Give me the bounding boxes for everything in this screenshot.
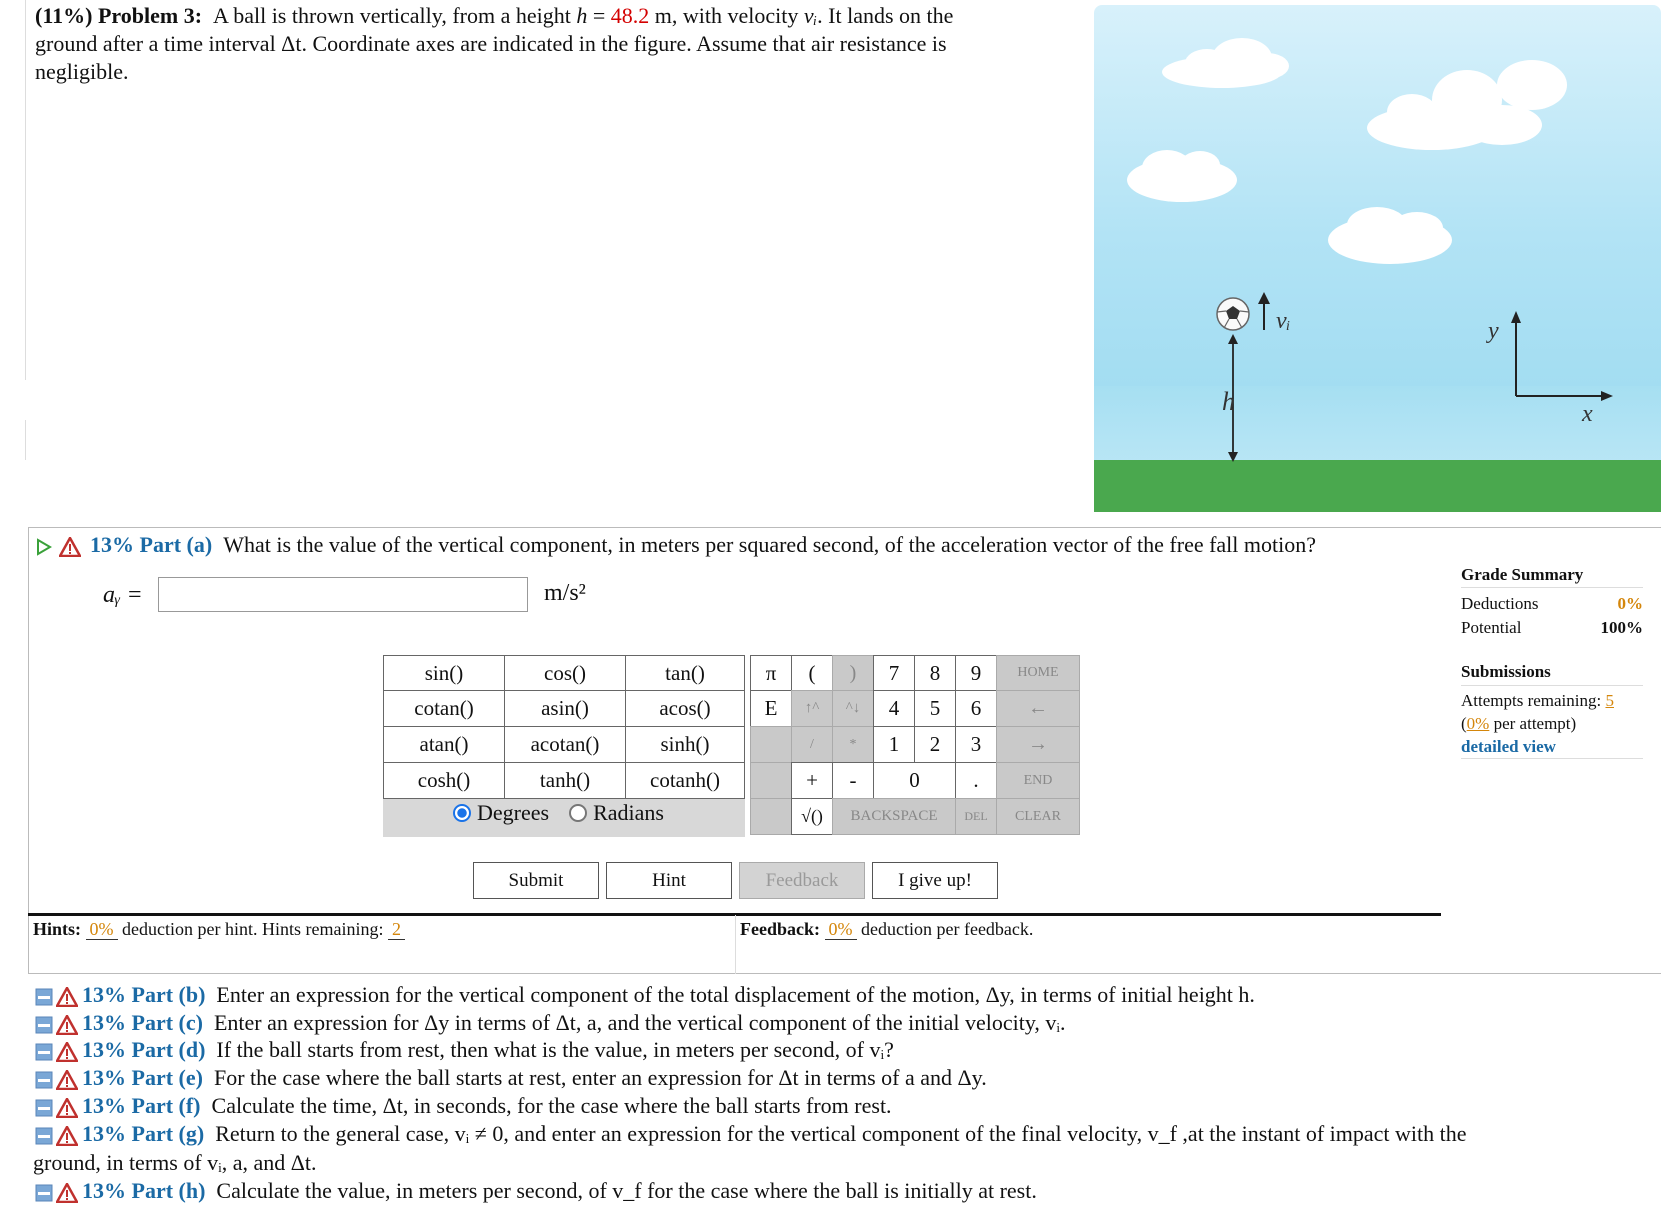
y-axis-label: y [1488, 318, 1499, 344]
warning-icon [59, 537, 81, 557]
part-a-question: What is the value of the vertical component, in meters per squared second, of the acceleration vector of the free fall motion? [223, 532, 1317, 557]
digit-8-key[interactable]: 8 [914, 655, 956, 691]
submissions-panel: Submissions Attempts remaining: 5 (0% per attempt) detailed view [1461, 660, 1643, 759]
left-paren-key[interactable]: ( [791, 655, 833, 691]
answer-unit: m/s² [544, 580, 586, 606]
part-label: Part (e) [131, 1065, 203, 1090]
degrees-radio[interactable] [453, 804, 471, 822]
collapsed-section-icon[interactable] [35, 1099, 53, 1117]
blank-key [750, 726, 792, 763]
collapsed-section-icon[interactable] [35, 1127, 53, 1145]
part-question: Calculate the time, Δt, in seconds, for the case where the ball starts from rest. [211, 1093, 892, 1118]
blank-key [750, 798, 792, 835]
home-key[interactable]: HOME [996, 655, 1080, 691]
cosh-key[interactable]: cosh() [383, 762, 505, 799]
digit-0-key[interactable]: 0 [873, 762, 956, 799]
part-question: For the case where the ball starts at rest, enter an expression for Δt in terms of a and Δy. [213, 1065, 987, 1090]
end-key[interactable]: END [996, 762, 1080, 799]
collapsed-section-icon[interactable] [35, 988, 53, 1006]
vi-label: vᵢ [1276, 308, 1291, 334]
part-row[interactable] [35, 1009, 1066, 1037]
part-row[interactable] [35, 1120, 1467, 1148]
warning-icon [56, 987, 78, 1007]
left-rule [25, 0, 26, 380]
ball-icon [1217, 298, 1249, 330]
acos-key[interactable]: acos() [625, 690, 745, 727]
part-percent: 13% [82, 1093, 126, 1118]
right-arrow-key[interactable]: → [996, 726, 1080, 763]
part-percent: 13% [82, 1010, 126, 1035]
part-percent: 13% [82, 1121, 126, 1146]
sinh-key[interactable]: sinh() [625, 726, 745, 763]
part-question-continued: ground, in terms of vᵢ, a, and Δt. [33, 1150, 317, 1175]
cotan-key[interactable]: cotan() [383, 690, 505, 727]
digit-7-key[interactable]: 7 [873, 655, 915, 691]
ay-variable-label: aᵧ = [103, 582, 143, 608]
part-percent: 13% [82, 1037, 126, 1062]
divider [735, 915, 736, 974]
part-row[interactable] [35, 1036, 894, 1064]
part-label: Part (c) [131, 1010, 203, 1035]
part-row[interactable] [35, 1177, 1037, 1205]
feedback-deduction: 0% [825, 919, 857, 940]
part-question: Enter an expression for Δy in terms of Δt, a, and the vertical component of the initial velocity, vᵢ. [213, 1010, 1066, 1035]
part-label: Part (f) [131, 1093, 201, 1118]
divide-key[interactable]: / [791, 726, 833, 763]
degrees-label: Degrees [477, 800, 550, 825]
hints-remaining: 2 [388, 919, 405, 940]
expand-arrow-icon[interactable] [35, 538, 53, 556]
tanh-key[interactable]: tanh() [504, 762, 626, 799]
sin-key[interactable]: sin() [383, 655, 505, 691]
decimal-key[interactable]: . [955, 762, 997, 799]
grade-summary: Grade Summary Deductions 0% Potential 100% [1461, 565, 1643, 640]
digit-5-key[interactable]: 5 [914, 690, 956, 727]
feedback-info: Feedback: 0% deduction per feedback. [740, 919, 1034, 939]
part-label: Part (d) [131, 1037, 206, 1062]
clear-key[interactable]: CLEAR [996, 798, 1080, 835]
warning-icon [56, 1042, 78, 1062]
part-a-percent: 13% [90, 532, 134, 557]
part-a-header [35, 531, 1316, 559]
tan-key[interactable]: tan() [625, 655, 745, 691]
deductions-value: 0% [1617, 594, 1643, 613]
atan-key[interactable]: atan() [383, 726, 505, 763]
warning-icon [56, 1098, 78, 1118]
detailed-view-link[interactable]: detailed view [1461, 735, 1643, 759]
digit-3-key[interactable]: 3 [955, 726, 997, 763]
problem-statement: (11%) Problem 3: A ball is thrown vertically, from a height h = 48.2 m, with velocity vᵢ. It lands on the ground after a time interval Δt. Coordinate axes are indicated in the figure. Assume that air resistance is negligible. [35, 3, 954, 84]
answer-input[interactable] [158, 577, 528, 612]
collapsed-section-icon[interactable] [35, 1071, 53, 1089]
right-paren-key[interactable]: ) [832, 655, 874, 691]
digit-2-key[interactable]: 2 [914, 726, 956, 763]
blank-key [750, 762, 792, 799]
down-key[interactable]: ^↓ [832, 690, 874, 727]
multiply-key[interactable]: * [832, 726, 874, 763]
pi-key[interactable]: π [750, 655, 792, 691]
acotan-key[interactable]: acotan() [504, 726, 626, 763]
left-rule [25, 420, 26, 460]
warning-icon [56, 1070, 78, 1090]
minus-key[interactable]: - [832, 762, 874, 799]
digit-9-key[interactable]: 9 [955, 655, 997, 691]
cotanh-key[interactable]: cotanh() [625, 762, 745, 799]
hint-deduction: 0% [86, 919, 118, 940]
part-percent: 13% [82, 1178, 126, 1203]
collapsed-section-icon[interactable] [35, 1016, 53, 1034]
ground [1094, 460, 1661, 512]
up-key[interactable]: ↑^ [791, 690, 833, 727]
plus-key[interactable]: + [791, 762, 833, 799]
part-label: Part (g) [131, 1121, 205, 1146]
part-label: Part (b) [131, 982, 206, 1007]
digit-4-key[interactable]: 4 [873, 690, 915, 727]
e-key[interactable]: E [750, 690, 792, 727]
warning-icon [56, 1183, 78, 1203]
part-question: Return to the general case, vᵢ ≠ 0, and enter an expression for the vertical component of the final velocity, v_f ,at the instant of impact with the [215, 1121, 1467, 1146]
feedback-button[interactable]: Feedback [739, 862, 865, 899]
digit-1-key[interactable]: 1 [873, 726, 915, 763]
problem-title: Problem 3: [97, 3, 203, 28]
potential-value: 100% [1600, 618, 1643, 637]
part-row[interactable] [35, 1092, 892, 1120]
del-key[interactable]: DEL [955, 798, 997, 835]
asin-key[interactable]: asin() [504, 690, 626, 727]
warning-icon [56, 1015, 78, 1035]
part-question: If the ball starts from rest, then what is the value, in meters per second, of vᵢ? [216, 1037, 894, 1062]
digit-6-key[interactable]: 6 [955, 690, 997, 727]
part-percent: 13% [82, 982, 126, 1007]
hints-info: Hints: 0% deduction per hint. Hints remaining: 2 [33, 919, 405, 940]
give-up-button[interactable]: I give up! [872, 862, 998, 899]
collapsed-section-icon[interactable] [35, 1043, 53, 1061]
angle-mode [453, 800, 664, 826]
backspace-key[interactable]: BACKSPACE [832, 798, 956, 835]
h-label: h [1222, 387, 1235, 416]
submit-button[interactable]: Submit [473, 862, 599, 899]
left-arrow-key[interactable]: ← [996, 690, 1080, 727]
problem-figure [1092, 0, 1661, 512]
part-label: Part (h) [131, 1178, 206, 1203]
sqrt-key[interactable]: √() [791, 798, 833, 835]
height-value: 48.2 [610, 3, 650, 28]
part-percent: 13% [82, 1065, 126, 1090]
part-row[interactable] [35, 981, 1255, 1009]
hint-button[interactable]: Hint [606, 862, 732, 899]
attempts-remaining: 5 [1605, 691, 1614, 710]
part-question: Calculate the value, in meters per second, of v_f for the case where the ball is initially at rest. [216, 1178, 1037, 1203]
radians-label: Radians [593, 800, 664, 825]
radians-radio[interactable] [569, 804, 587, 822]
part-question: Enter an expression for the vertical component of the total displacement of the motion, Δy, in terms of initial height h. [216, 982, 1255, 1007]
part-a-label: Part (a) [139, 532, 213, 557]
collapsed-section-icon[interactable] [35, 1184, 53, 1202]
part-row[interactable] [35, 1064, 987, 1092]
problem-percent: (11%) [35, 3, 93, 28]
cos-key[interactable]: cos() [504, 655, 626, 691]
x-axis-label: x [1582, 401, 1593, 427]
warning-icon [56, 1126, 78, 1146]
